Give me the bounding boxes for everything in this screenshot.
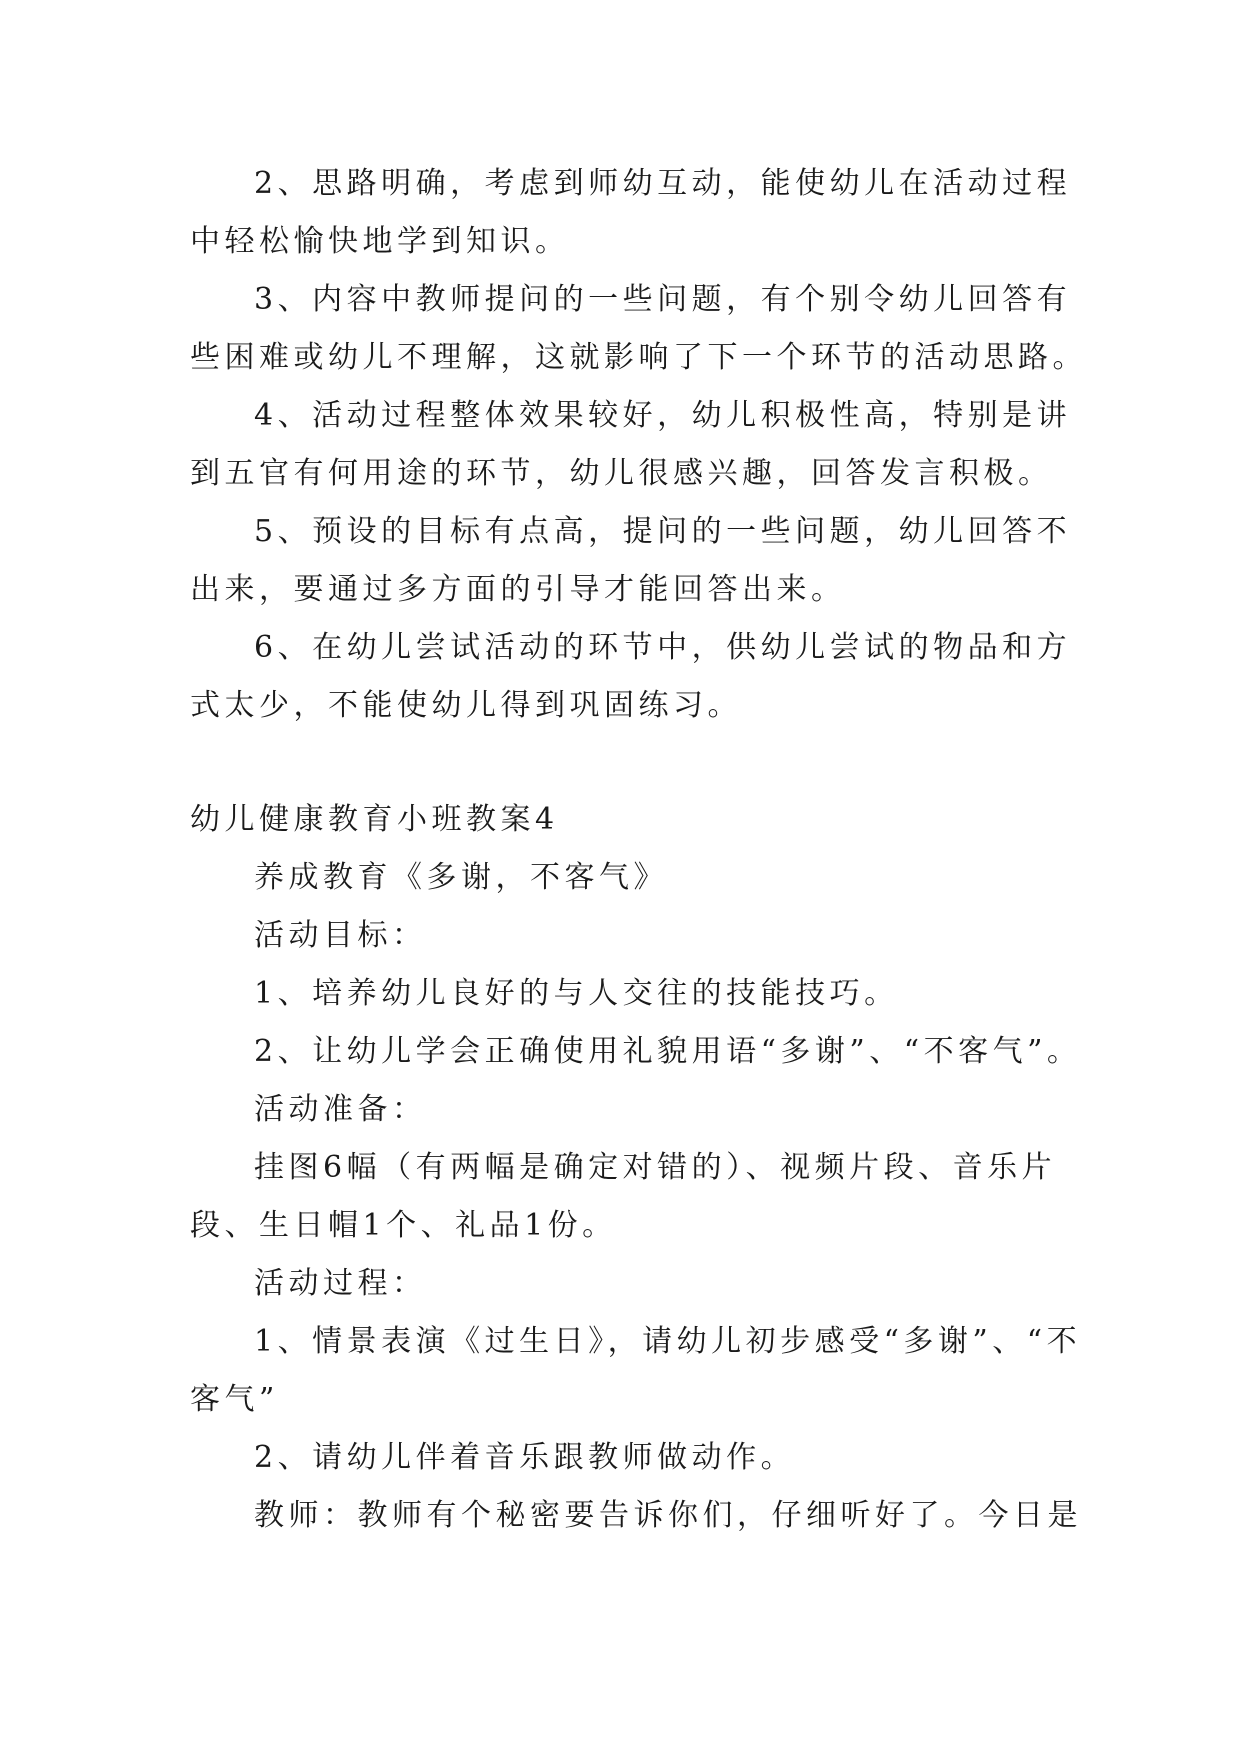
paragraph-preparation: 挂图6幅（有两幅是确定对错的）、视频片段、音乐片段、生日帽1个、礼品1份。 bbox=[190, 1150, 1057, 1243]
paragraph-process-label: 活动过程： bbox=[254, 1266, 427, 1301]
paragraph-preparation-label: 活动准备： bbox=[254, 1092, 427, 1127]
paragraph-teacher-line: 教师：教师有个秘密要告诉你们，仔细听好了。今日是 bbox=[254, 1498, 1082, 1533]
document-body bbox=[190, 155, 1090, 1545]
paragraph-reflection-6: 6、在幼儿尝试活动的环节中，供幼儿尝试的物品和方式太少，不能使幼儿得到巩固练习。 bbox=[190, 630, 1072, 723]
section-heading: 幼儿健康教育小班教案4 bbox=[190, 802, 559, 837]
paragraph-process-1: 1、情景表演《过生日》，请幼儿初步感受“多谢”、“不客气” bbox=[190, 1324, 1082, 1417]
paragraph-reflection-3: 3、内容中教师提问的一些问题，有个别令幼儿回答有些困难或幼儿不理解，这就影响了下一个环节的活动思路。 bbox=[190, 282, 1087, 375]
paragraph-goals-label: 活动目标： bbox=[254, 918, 427, 953]
paragraph-lesson-title: 养成教育《多谢，不客气》 bbox=[254, 860, 668, 895]
paragraph-reflection-5: 5、预设的目标有点高，提问的一些问题，幼儿回答不出来，要通过多方面的引导才能回答出来。 bbox=[190, 514, 1072, 607]
paragraph-reflection-2: 2、思路明确，考虑到师幼互动，能使幼儿在活动过程中轻松愉快地学到知识。 bbox=[190, 166, 1072, 259]
paragraph-process-2: 2、请幼儿伴着音乐跟教师做动作。 bbox=[254, 1440, 796, 1475]
paragraph-reflection-4: 4、活动过程整体效果较好，幼儿积极性高，特别是讲到五官有何用途的环节，幼儿很感兴趣，回答发言积极。 bbox=[190, 398, 1072, 491]
paragraph-goal-2: 2、让幼儿学会正确使用礼貌用语“多谢”、“不客气”。 bbox=[254, 1034, 1082, 1069]
paragraph-goal-1: 1、培养幼儿良好的与人交往的技能技巧。 bbox=[254, 976, 899, 1011]
section-gap bbox=[190, 735, 1090, 791]
